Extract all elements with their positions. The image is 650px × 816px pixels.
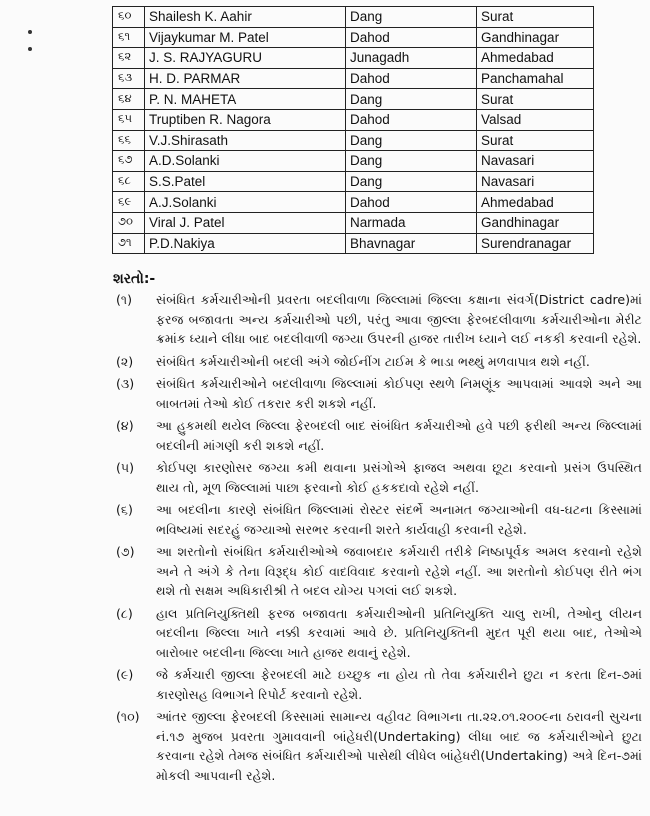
row-number: ૬૧ bbox=[113, 27, 145, 48]
condition-number: (૬) bbox=[116, 502, 133, 517]
conditions-heading: શરતો:- bbox=[113, 271, 156, 287]
employee-name: Truptiben R. Nagora bbox=[145, 109, 346, 130]
to-district: Gandhinagar bbox=[477, 212, 594, 233]
scan-mark bbox=[28, 30, 32, 34]
from-district: Dang bbox=[346, 130, 477, 151]
condition-item bbox=[116, 352, 642, 372]
row-number: ૬૨ bbox=[113, 48, 145, 69]
condition-item bbox=[116, 707, 642, 785]
table-row bbox=[113, 192, 594, 213]
condition-item bbox=[116, 416, 642, 455]
scan-mark bbox=[28, 47, 32, 51]
from-district: Dahod bbox=[346, 68, 477, 89]
employee-name: Viral J. Patel bbox=[145, 212, 346, 233]
to-district: Navasari bbox=[477, 171, 594, 192]
table-row bbox=[113, 89, 594, 110]
condition-text: કોઈપણ કારણોસર જગ્યા કમી થવાના પ્રસંગોએ ફાજલ અથવા છૂટા કરવાનો પ્રસંગ ઉપસ્થિત થાય તો, મૂળ જિલ્લામાં પાછા ફરવાનો કોઈ હકકદાવો રહેશે નહીં. bbox=[156, 460, 642, 495]
condition-number: (૨) bbox=[116, 353, 134, 369]
transfer-table bbox=[112, 6, 594, 254]
from-district: Dahod bbox=[346, 109, 477, 130]
row-number: ૬૯ bbox=[113, 192, 145, 213]
condition-number: (૪) bbox=[116, 418, 134, 433]
table-row bbox=[113, 109, 594, 130]
condition-item bbox=[116, 665, 642, 704]
condition-text: આ શરતોનો સંબંધિત કર્મચારીઓએ જવાબદાર કર્મચારી તરીકે નિષ્ઠાપૂર્વક અમલ કરવાનો રહેશે અને તે અંગે કે તેના વિરૂદ્ધ કોઈ વાદવિવાદ કરવાનો રહેશે નહીં. આ શરતોનો કોઈપણ રીતે ભંગ થશે તો સક્ષમ અધિકારીશ્રી તે બદલ યોગ્ય પગલાં લઈ શકશે. bbox=[156, 544, 642, 598]
table-row bbox=[113, 151, 594, 172]
condition-text: સંબંધિત કર્મચારીઓની પ્રવરતા બદલીવાળા જિલ્લામાં જિલ્લા કક્ષાના સંવર્ગ(District cadre)માં ફરજ બજાવતા અન્ય કર્મચારીઓ પછી, પરંતુ આવા જીલ્લા ફેરબદલીવાળા કર્મચારીઓના મેરીટ ક્રમાંક ધ્યાને લીધા બાદ બદલીવાળી જગ્યા ઉપરની હાજર તારીખ ધ્યાને લઈ નકકી કરવાની રહેશે. bbox=[156, 292, 642, 346]
to-district: Ahmedabad bbox=[477, 48, 594, 69]
table-row bbox=[113, 171, 594, 192]
to-district: Surendranagar bbox=[477, 233, 594, 254]
table-row bbox=[113, 130, 594, 151]
condition-number: (૧) bbox=[116, 292, 132, 307]
table-row bbox=[113, 48, 594, 69]
row-number: ૬૩ bbox=[113, 68, 145, 89]
condition-number: (૧૦) bbox=[116, 709, 140, 724]
from-district: Dang bbox=[346, 89, 477, 110]
table-row bbox=[113, 233, 594, 254]
to-district: Valsad bbox=[477, 109, 594, 130]
condition-number: (૮) bbox=[116, 605, 133, 621]
employee-name: H. D. PARMAR bbox=[145, 68, 346, 89]
employee-name: Shailesh K. Aahir bbox=[145, 7, 346, 28]
employee-name: P. N. MAHETA bbox=[145, 89, 346, 110]
to-district: Gandhinagar bbox=[477, 27, 594, 48]
table-row bbox=[113, 27, 594, 48]
condition-number: (૫) bbox=[116, 460, 135, 475]
from-district: Dahod bbox=[346, 27, 477, 48]
table-row bbox=[113, 212, 594, 233]
from-district: Dang bbox=[346, 151, 477, 172]
condition-item bbox=[116, 500, 642, 539]
to-district: Navasari bbox=[477, 151, 594, 172]
condition-number: (૯) bbox=[116, 667, 134, 682]
condition-text: જે કર્મચારી જીલ્લા ફેરબદલી માટે ઇચ્છુક ના હોય તો તેવા કર્મચારીને છુટા ન કરતા દિન-૭માં કારણોસહ વિભાગને રિપોર્ટ કરવાનો રહેશે. bbox=[156, 667, 642, 702]
condition-item bbox=[116, 542, 642, 601]
employee-name: J. S. RAJYAGURU bbox=[145, 48, 346, 69]
condition-item bbox=[116, 458, 642, 497]
condition-item bbox=[116, 374, 642, 413]
condition-number: (૩) bbox=[116, 376, 135, 391]
row-number: ૬૭ bbox=[113, 151, 145, 172]
condition-text: સંબંધિત કર્મચારીઓને બદલીવાળા જિલ્લામાં કોઈપણ સ્થળે નિમણૂંક આપવામાં આવશે અને આ બાબતમાં તેઓ કોઈ તકરાર કરી શકશે નહીં. bbox=[156, 376, 642, 411]
conditions-list bbox=[116, 290, 642, 788]
employee-name: A.J.Solanki bbox=[145, 192, 346, 213]
to-district: Surat bbox=[477, 7, 594, 28]
from-district: Bhavnagar bbox=[346, 233, 477, 254]
row-number: ૬૮ bbox=[113, 171, 145, 192]
from-district: Dang bbox=[346, 171, 477, 192]
employee-name: P.D.Nakiya bbox=[145, 233, 346, 254]
condition-item bbox=[116, 290, 642, 349]
employee-name: V.J.Shirasath bbox=[145, 130, 346, 151]
row-number: ૬૬ bbox=[113, 130, 145, 151]
condition-number: (૭) bbox=[116, 544, 135, 559]
from-district: Narmada bbox=[346, 212, 477, 233]
condition-text: આ હુકમથી થયેલ જિલ્લા ફેરબદલી બાદ સંબંધિત કર્મચારીઓ હવે પછી ફરીથી અન્ય જિલ્લામાં બદલીની માંગણી કરી શકશે નહીં. bbox=[156, 418, 642, 453]
condition-text: આંતર જીલ્લા ફેરબદલી કિસ્સામાં સામાન્ય વહીવટ વિભાગના તા.૨૨.૦૧.૨૦૦૯ના ઠરાવની સુચના નં.૧૭ મુજબ પ્રવરતા ગુમાવવાની બાંહેધરી(Undertaking) લીધા બાદ જ કર્મચારીઓને છુટા કરવાના રહેશે તેમજ સંબંધિત કર્મચારીઓ પાસેથી લીધેલ બાંહેધરી(Undertaking) અત્રે દિન-૭માં મોકલી આપવાની રહેશે. bbox=[156, 709, 642, 783]
table-row bbox=[113, 7, 594, 28]
to-district: Surat bbox=[477, 89, 594, 110]
row-number: ૭૧ bbox=[113, 233, 145, 254]
row-number: ૬૦ bbox=[113, 7, 145, 28]
condition-text: સંબંધિત કર્મચારીઓની બદલી અંગે જોઈનીંગ ટાઈમ કે ભાડા ભથ્થું મળવાપાત્ર થશે નહીં. bbox=[156, 353, 590, 369]
to-district: Panchamahal bbox=[477, 68, 594, 89]
employee-name: A.D.Solanki bbox=[145, 151, 346, 172]
row-number: ૬૪ bbox=[113, 89, 145, 110]
to-district: Ahmedabad bbox=[477, 192, 594, 213]
employee-name: Vijaykumar M. Patel bbox=[145, 27, 346, 48]
row-number: ૭૦ bbox=[113, 212, 145, 233]
condition-text: આ બદલીના કારણે સંબંધિત જિલ્લામાં રોસ્ટર સંદર્ભે અનામત જગ્યાઓની વધ-ઘટના કિસ્સામાં ભવિષ્યમાં સદરહું જગ્યાઓ સરભર કરવાની શરતે કાર્યવાહી કરવાની રહેશે. bbox=[156, 502, 642, 537]
employee-name: S.S.Patel bbox=[145, 171, 346, 192]
to-district: Surat bbox=[477, 130, 594, 151]
row-number: ૬૫ bbox=[113, 109, 145, 130]
condition-item bbox=[116, 604, 642, 663]
from-district: Junagadh bbox=[346, 48, 477, 69]
from-district: Dang bbox=[346, 7, 477, 28]
table-row bbox=[113, 68, 594, 89]
condition-text: હાલ પ્રતિનિયુક્તિથી ફરજ બજાવતા કર્મચારીઓની પ્રતિનિયુક્તિ ચાલુ રાખી, તેઓનુ લીયન બદલીના જિલ્લા ખાતે નક્કી કરવામાં આવે છે. પ્રતિનિયુક્તિની મુદત પૂરી થયા બાદ, તેઓએ બારોબાર બદલીના જિલ્લા ખાતે હાજર થવાનું રહેશે. bbox=[156, 605, 642, 660]
from-district: Dahod bbox=[346, 192, 477, 213]
